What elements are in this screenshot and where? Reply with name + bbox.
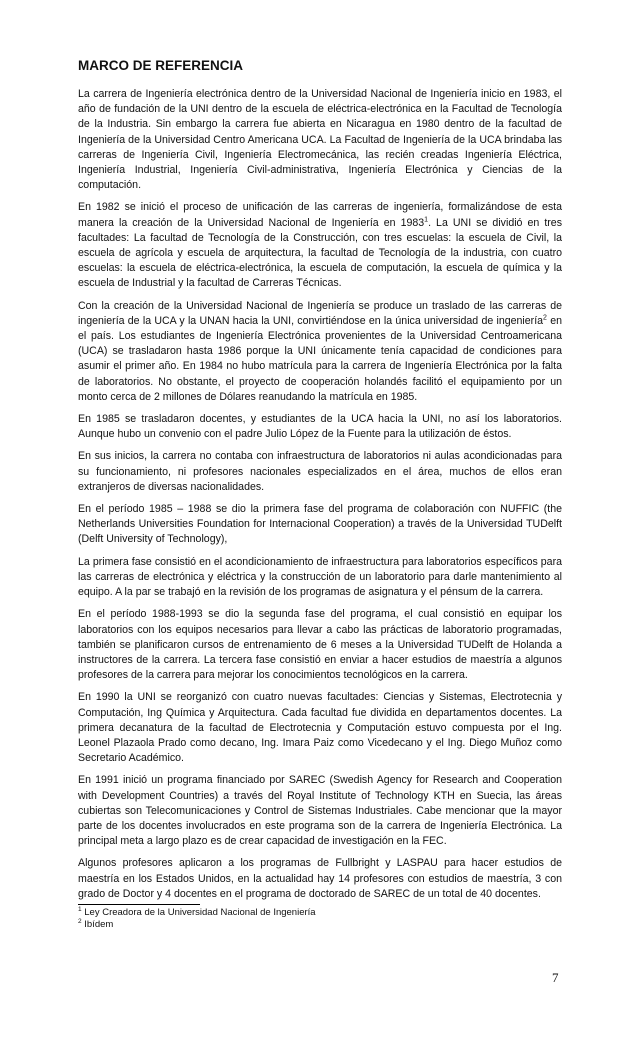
paragraph-3: [78, 299, 562, 405]
paragraph-10: En 1991 inició un programa financiado por SAREC (Swedish Agency for Research and Cooperation with Development Countries) a través del Royal Institute of Technology KTH en Suecia, las áreas cubiertas son Telecomunicaciones y Control de Sistemas Industriales. Cabe mencionar que la mayor parte de los docentes involucrados en este programa son de la carrera de Ingeniería Electrónica. La principal meta a largo plazo es de crear capacidad de investigación en la FEC.: [78, 774, 562, 848]
paragraph-6: En el período 1985 – 1988 se dio la primera fase del programa de colaboración con NUFFIC (the Netherlands Universities Foundation for Internacional Cooperation) a través de la Universidad TUDelft (Delft University of Technology),: [78, 503, 562, 546]
footnote-divider: [78, 904, 200, 905]
paragraph-11: Algunos profesores aplicaron a los programas de Fullbright y LASPAU para hacer estudios de maestría en los Estados Unidos, en la actualidad hay 14 profesores con estudios de maestría, 3 con grado de Doctor y 4 docentes en el programa de doctorado de SAREC de un total de 40 docentes.: [78, 857, 562, 900]
paragraph-9: En 1990 la UNI se reorganizó con cuatro nuevas facultades: Ciencias y Sistemas, Electrotecnia y Computación, Ing Química y Arquitectura. Cada facultad fue dividida en departamentos docentes. La primera decanatura de la facultad de Electrotecnia y Computación estuvo compuesta por el Ing. Leonel Plazaola Prado como decano, Ing. Imara Paiz como Vicedecano y el Ing. Diego Muñoz como Secretario Académico.: [78, 691, 562, 765]
footnote-1: [78, 907, 562, 919]
page-number: 7: [552, 970, 559, 985]
footnote-1-mark: 1: [78, 905, 82, 913]
footnote-1-text: Ley Creadora de la Universidad Nacional de Ingeniería: [81, 906, 316, 918]
document-page: [78, 58, 562, 931]
paragraph-2-text-b: . La UNI se dividió en tres facultades: La facultad de Tecnología de la Construcción, con tres escuelas: la escuela de Civil, la escuela de agrícola y escuela de arquitectura, la facultad de Tecnología de la industria, con cuatro escuelas: la escuela de eléctrica-electrónica, la escuela de computación, la escuela de química y la escuela de Industrial y la facultad de Carreras Técnicas.: [78, 216, 562, 290]
footnote-ref-1: 1: [424, 216, 429, 224]
section-heading: MARCO DE REFERENCIA: [78, 58, 244, 73]
paragraph-2-text-a: En 1982 se inició el proceso de unificación de las carreras de ingeniería, formalizándose de esta manera la creación de la Universidad Nacional de Ingeniería en 1983: [78, 201, 562, 229]
paragraph-3-text-a: Con la creación de la Universidad Nacional de Ingeniería se produce un traslado de las carreras de ingeniería de la UCA y la UNAN hacia la UNI, convirtiéndose en la única universidad de ingeniería: [78, 299, 562, 327]
paragraph-5: En sus inicios, la carrera no contaba con infraestructura de laboratorios ni aulas acondicionadas para su funcionamiento, ni profesores nacionales especializados en el área, muchos de ellos eran extranjeros de diversas nacionalidades.: [78, 450, 562, 493]
paragraph-1: La carrera de Ingeniería electrónica dentro de la Universidad Nacional de Ingeniería inicio en 1983, el año de fundación de la UNI dentro de la escuela de eléctrica-electrónica en la Facultad de Tecnología de la Industria. Sin embargo la carrera fue abierta en Nicaragua en 1980 dentro de la facultad de Ingeniería de la Universidad Centro Americana UCA. La Facultad de Ingeniería de la UCA brindaba las carreras de Ingeniería Civil, Ingeniería Electromecánica, las recién creadas Ingeniería Eléctrica, Ingeniería Industrial, Ingeniería Civil-administrativa, Ingeniería Electrónica y Ciencias de la computación.: [78, 88, 562, 192]
paragraph-4: En 1985 se trasladaron docentes, y estudiantes de la UCA hacia la UNI, no así los laboratorios. Aunque hubo un convenio con el padre Julio López de la Fuente para la utilización de éstos.: [78, 413, 562, 441]
paragraph-2: [78, 200, 562, 291]
footnote-2-mark: 2: [78, 917, 82, 925]
footnote-2-text: Ibídem: [81, 918, 114, 930]
footnote-ref-2: 2: [543, 314, 547, 322]
paragraph-7: La primera fase consistió en el acondicionamiento de infraestructura para laboratorios específicos para las carreras de electrónica y eléctrica y la construcción de un laboratorio para darle mantenimiento al equipo. A la par se trabajó en la revisión de los programas de asignatura y el pénsum de la carrera.: [78, 555, 562, 599]
paragraph-8: En el período 1988-1993 se dio la segunda fase del programa, el cual consistió en equipar los laboratorios con los equipos necesarios para llevar a cabo las prácticas de laboratorio programadas, también se planificaron cursos de entrenamiento de 6 meses a la Universidad TUDelft de Holanda a instructores de la carrera. La tercera fase consistió en enviar a hacer estudios de maestría a algunos profesores de la carrera para mejorar los conocimientos tecnológicos en la carrera.: [78, 608, 562, 682]
footnote-2: [78, 919, 562, 931]
paragraph-3-text-b: en el país. Los estudiantes de Ingeniería Electrónica provenientes de la Universidad Centroamericana (UCA) se trasladaron hasta 1986 porque la UNI únicamente tenía capacidad de condiciones para asumir el primer año. En 1984 no hubo matrícula para la carrera de Ingeniería Electrónica por la falta de laboratorios. No obstante, el proyecto de cooperación holandés facilitó el equipamiento por un monto cerca de 2 millones de Dólares reanudando la matrícula en 1985.: [78, 314, 562, 403]
